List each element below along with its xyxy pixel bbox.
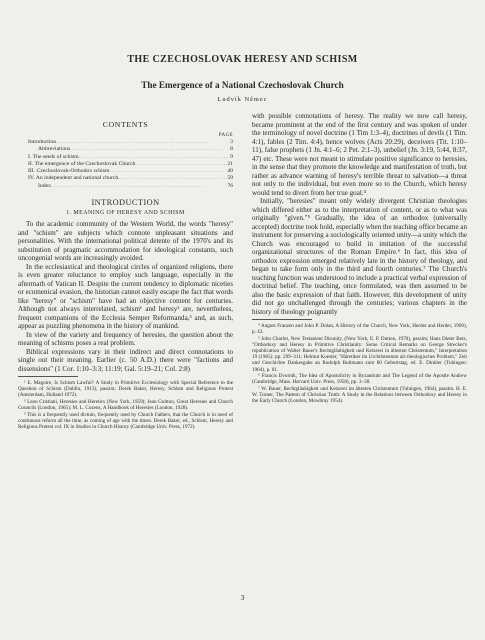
right-column bbox=[252, 112, 467, 405]
left-column bbox=[18, 112, 233, 431]
article-subtitle: The Emergence of a National Czechoslovak Church bbox=[141, 80, 344, 90]
body-paragraph: To the academic community of the Western World, the words "heresy" and "schism" are subjects which connote unpleasant situations and personalities. With the international political detente of the 1970's and its substitution of pragmatic accommodation for ideological constants, such uncongenial words are increasingly avoided. bbox=[18, 220, 233, 263]
footnote: ⁷ W. Bauer, Rechtgläubigkeit und Ketzerei im ältesten Christentum (Tubingen, 1964), passim. H. E. W. Turner, The Pattern of Christian Truth: A Study in the Relations between Orthodoxy and Heresy in the Early Church (London, Mowbray 1954). bbox=[252, 386, 467, 405]
footnote: ² Leon Cristiani, Heresies and Heretics (New York, 1959); Jean Guitton, Great Heresies and Church Councils (London, 1965); M. L. Cozens, A Handbook of Heresies (London, 1928). bbox=[18, 399, 233, 412]
footnote: ⁵ John Charlot, New Testament Disunity, (New York, E. P. Dutton, 1970), passim; Hans Dieter Betz, "Orthodoxy and Heresy in Primitive Christianity: Some Critical Remarks on George Strecker's republication of Walter Bauer's Rechtgläubigkeit und Ketzerei in ältesten Christentum," Interpretation 19 (1965): pp. 299–311; Helmut Koester, "Häretiker im Urchristentum als theologisches Problem," Zeit und Geschichte Dankesgabe an Rudolph Bultmann zum 80 Geburtstag, ed. E. Dinkler (Tubingen: 1964), p. 61. bbox=[252, 335, 467, 373]
toc-entry[interactable]: I. The seeds of schism . . . 9 bbox=[28, 154, 233, 161]
body-paragraph: Initially, "heresies" meant only widely divergent Christian theologies which differed either as to the interpretation of content, or as to what was originally "given."⁵ Gradually, the idea of an orthodox (universally accepted) doctrine took hold, especially when the teaching office became an instrument for preserving a sociologically oriented unity—a unity which the Church was encouraged to build in imitation of the successful organizational structures of the Roman Empire.⁶ In fact, this idea of orthodox expression emerged relatively late in the history of theology, and began to take form only in the third and fourth centuries.⁷ The Church's teaching function was understood to include a practical verbal expression of doctrinal belief. The teaching, once formulated, was then assumed to be also the basic expression of that faith. However, this development of unity did not go unchallenged through the centuries; various chapters in the history of theology poignantly bbox=[252, 197, 467, 316]
body-paragraph: with possible connotations of heresy. The reality we now call heresy, became prominent at the end of the first century and was spoken of under the terminology of novel doctrine (1 Tim 1:3–4), doctrines of devils (1 Tim. 4:1), fables (2 Tim. 4:4), hence wolves (Acts 20:29), deceivers (Tit. 1:10–11), false prophets (1 Jn. 4:1–6; 2 Pet. 2:1–3), unbelief (Jn. 3:19, 5:44, 8:37, 47) etc. These were not meant to stimulate positive significance to heresies, in the sense that they promote the knowledge and manifestation of truth, but rather as advance warning of heresy's terrible threat to salvation—a threat not only to the individual, but even more so to the Church, which heresy would tend to divert from her true goal.⁴ bbox=[252, 112, 467, 197]
footnote: ³ This is a frequently used dictum, frequently used by Church Fathers, that the Church is in need of continuous reform all the time, as coming of age with the times. Derek Baker, ed., Schism, Heresy and Religious Protest vol. IX in Studies in Church History (Cambridge Univ. Press, 1972). bbox=[18, 411, 233, 431]
contents-page-label: PAGE bbox=[218, 133, 233, 138]
footnote: ⁶ Francis Dvornik, The Idea of Apostolicity in Byzantium and The Legend of the Apostle Andrew (Cambridge, Mass. Harvard Univ. Press, 1958), pp. 3–38. bbox=[252, 373, 467, 386]
author-name: Ludvík Němec bbox=[217, 96, 268, 103]
toc-entry[interactable]: III. Czechoslovak-Orthodox schism . . . 40 bbox=[28, 168, 233, 175]
introduction-heading: INTRODUCTION bbox=[91, 198, 160, 208]
article-title: THE CZECHOSLOVAK HERESY AND SCHISM bbox=[127, 54, 358, 65]
footnote: ⁴ August Franzen and John P. Dolan, A History of the Church, New York, Herder and Herder, 1969), p. 43. bbox=[252, 323, 467, 336]
contents-heading: CONTENTS bbox=[102, 120, 149, 129]
subsection-heading: 1. MEANING OF HERESY AND SCHISM bbox=[66, 210, 185, 217]
body-paragraph: In view of the variety and frequency of heresies, the question about the meaning of schisms poses a real problem. bbox=[18, 330, 233, 348]
toc-entry[interactable]: Introduction . . . 3 bbox=[28, 139, 233, 146]
table-of-contents bbox=[28, 139, 233, 190]
toc-entry[interactable]: IV. An independent and national church . . . 59 bbox=[28, 175, 233, 182]
footnote-divider bbox=[252, 319, 312, 320]
toc-entry[interactable]: Abbreviations . . . 8 bbox=[28, 146, 233, 153]
page-number: 3 bbox=[240, 593, 245, 602]
toc-entry[interactable]: Index . . . 76 bbox=[28, 183, 233, 190]
body-paragraph: In the ecclesiastical and theological circles of organized religions, there is even greater reluctance to employ such language, especially in the aftermath of Vatican II. Despite the current tendency to diplomatic niceties or ecumenical evasion, the historian cannot easily escape the fact that words like "heresy" or "schism" have had an objective content for centuries. Although not always interrelated, schism¹ and heresy² are, nevertheless, frequent companions of the Ecclesia Semper Reformanda,³ and, as such, appear as puzzling phenomena in the history of mankind. bbox=[18, 262, 233, 331]
toc-entry[interactable]: II. The emergence of the Czechoslovak Church . . . 21 bbox=[28, 161, 233, 168]
body-paragraph: Biblical expressions vary in their indirect and direct connotations to single out their meaning. Earlier (c. 50 A.D.) there were "factions and dissensions" (1 Cor. 1:10–3:3; 11:19; Gal. 5:19–21; Col. 2:8) bbox=[18, 347, 233, 373]
footnote: ¹ E. Magoire, Is Schism Lawful? A Study in Primitive Ecclesiology with Special Reference to the Question of Schism (Dublin, 1913), passim; Derek Baker, Heresy, Schism and Religious Protest (Amsterdam, Holland 1972). bbox=[18, 380, 233, 399]
footnote-divider bbox=[18, 376, 78, 377]
